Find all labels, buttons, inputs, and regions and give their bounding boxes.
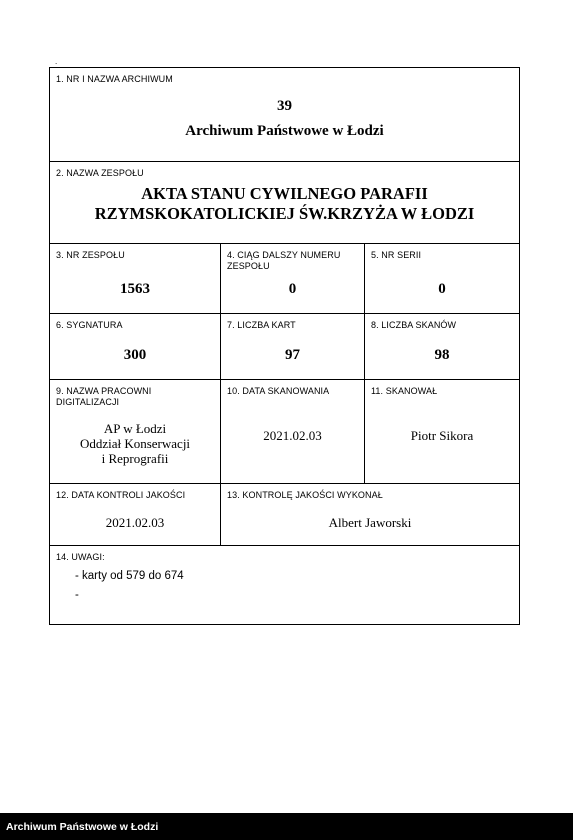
cell-fonds-number-cont — [220, 244, 364, 313]
studio-line1: AP w Łodzi — [103, 421, 167, 436]
row-numbers — [50, 244, 519, 314]
fonds-number-label: 3. NR ZESPOŁU — [56, 250, 125, 260]
qc-date-label: 12. DATA KONTROLI JAKOŚCI — [56, 490, 186, 500]
cell-qc-by — [220, 484, 519, 545]
studio-label: 9. NAZWA PRACOWNI DIGITALIZACJI — [56, 386, 152, 407]
scan-date-label: 10. DATA SKANOWANIA — [227, 386, 330, 396]
remarks-label: 14. UWAGI: — [56, 552, 105, 562]
fonds-number-value: 1563 — [120, 281, 150, 297]
card-count-value: 97 — [285, 347, 300, 363]
remarks-item: - karty od 579 do 674 — [75, 570, 184, 582]
cell-signature — [50, 314, 220, 379]
cell-series-number — [364, 244, 519, 313]
cell-card-count — [220, 314, 364, 379]
cell-qc-date — [50, 484, 220, 545]
archive-number: 39 — [277, 98, 292, 114]
row-counts — [50, 314, 519, 380]
metadata-form — [49, 67, 520, 625]
scan-count-value: 98 — [434, 347, 450, 363]
fonds-name-line1: AKTA STANU CYWILNEGO PARAFII — [141, 184, 428, 203]
remarks-item: - — [75, 589, 79, 601]
qc-by-label: 13. KONTROLĘ JAKOŚCI WYKONAŁ — [227, 490, 383, 500]
row-fonds-name — [50, 162, 519, 244]
cell-scan-date — [220, 380, 364, 483]
scanned-by-value: Piotr Sikora — [410, 428, 474, 443]
card-count-label: 7. LICZBA KART — [227, 320, 296, 330]
scan-date-value: 2021.02.03 — [263, 428, 322, 443]
series-number-label: 5. NR SERII — [371, 250, 422, 260]
archive-name: Archiwum Państwowe w Łodzi — [185, 123, 384, 139]
cell-fonds-number — [50, 244, 220, 313]
row-archive — [50, 68, 519, 162]
archive-label: 1. NR I NAZWA ARCHIWUM — [56, 74, 173, 84]
cell-scanned-by — [364, 380, 519, 483]
cell-studio — [50, 380, 220, 483]
series-number-value: 0 — [438, 281, 446, 297]
row-digitization — [50, 380, 519, 484]
cell-scan-count — [364, 314, 519, 379]
qc-date-value: 2021.02.03 — [105, 515, 165, 530]
qc-by-value: Albert Jaworski — [328, 515, 412, 530]
header-mark: . — [55, 57, 58, 66]
scan-count-label: 8. LICZBA SKANÓW — [371, 320, 457, 330]
signature-value: 300 — [123, 347, 147, 363]
fonds-number-cont-label: 4. CIĄG DALSZY NUMERU ZESPOŁU — [227, 250, 341, 271]
fonds-name-line2: RZYMSKOKATOLICKIEJ ŚW.KRZYŻA W ŁODZI — [94, 204, 475, 223]
studio-line2: Oddział Konserwacji — [79, 436, 191, 451]
scanned-by-label: 11. SKANOWAŁ — [371, 386, 438, 396]
fonds-number-cont-value: 0 — [288, 281, 297, 297]
fonds-name-label: 2. NAZWA ZESPOŁU — [56, 168, 144, 178]
footer-bar — [0, 813, 573, 840]
row-quality-control — [50, 484, 519, 546]
signature-label: 6. SYGNATURA — [56, 320, 123, 330]
studio-line3: i Reprografii — [101, 451, 169, 466]
row-remarks — [50, 546, 519, 624]
footer-text: Archiwum Państwowe w Łodzi — [6, 821, 159, 833]
